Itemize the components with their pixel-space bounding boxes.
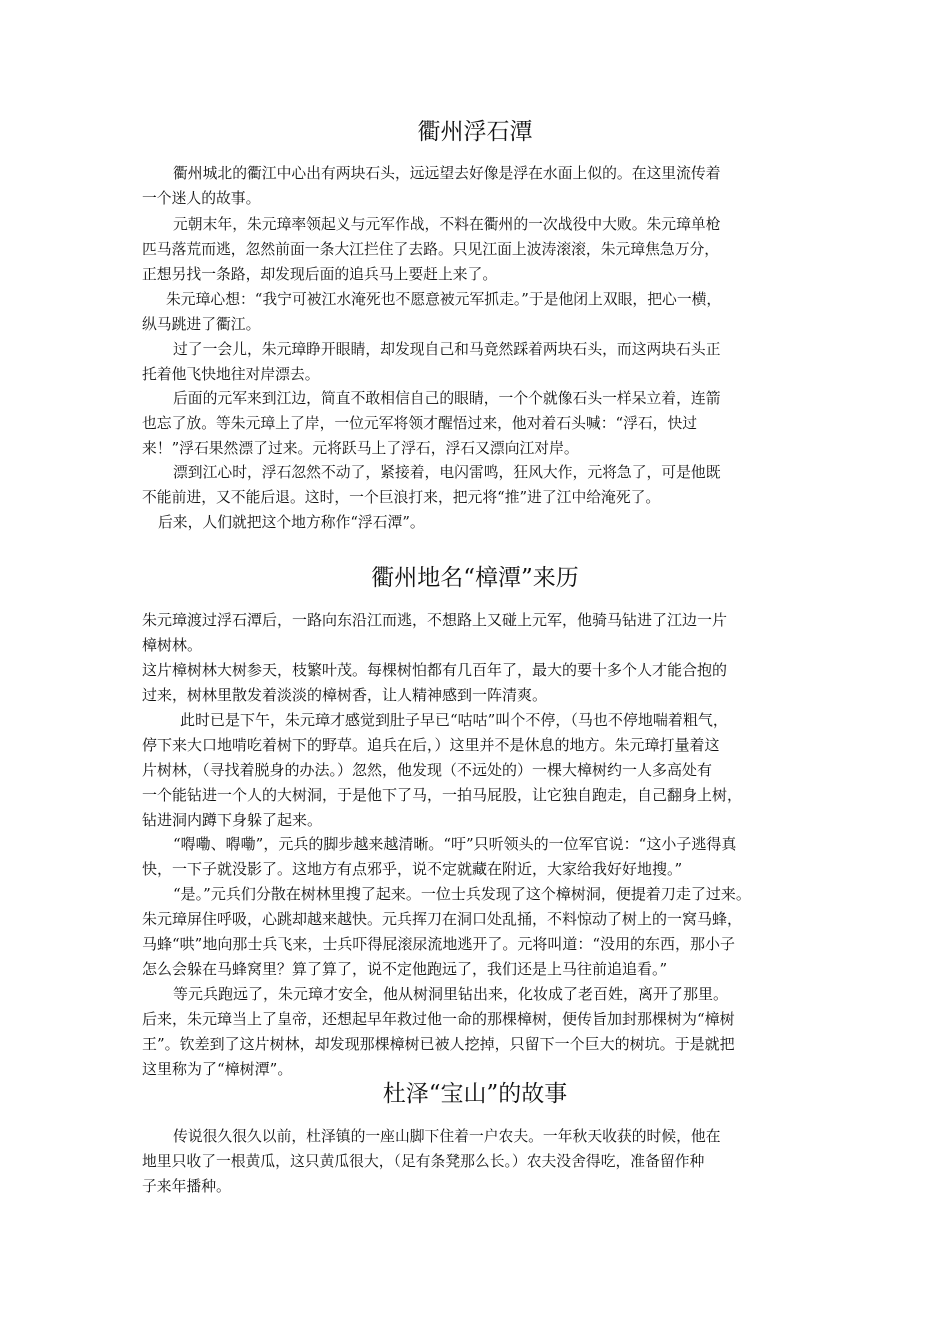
paragraph <box>142 337 721 387</box>
paragraph <box>142 882 751 982</box>
text-line: 朱元璋心想：“我宁可被江水淹死也不愿意被元军抓走。”于是他闭上双眼，把心一横， <box>166 291 722 308</box>
section-title-baoshan: 杜泽“宝山”的故事 <box>382 1081 568 1107</box>
text-line: 怎么会躲在马蜂窝里？算了算了，说不定他跑远了，我们还是上马往前追追看。” <box>142 960 668 978</box>
text-line: 马蜂“哄”地向那士兵飞来，士兵吓得屁滚尿流地逃开了。元将叫道：“没用的东西，那小子 <box>142 935 736 953</box>
text-line: 纵马跳进了衢江。 <box>142 316 261 333</box>
paragraph <box>142 386 721 461</box>
section-title-zhangtan: 衢州地名“樟潭”来历 <box>371 565 579 591</box>
text-line: 元朝末年，朱元璋率领起义与元军作战，不料在衢州的一次战役中大败。朱元璋单枪 <box>173 216 721 233</box>
text-line: 停下来大口地啃吃着树下的野草。追兵在后，）这里并不是休息的地方。朱元璋打量着这 <box>142 736 720 754</box>
text-line: 一个迷人的故事。 <box>142 190 261 207</box>
paragraph <box>142 832 736 882</box>
text-line: 地里只收了一根黄瓜，这只黄瓜很大，（足有条凳那么长。）农夫没舍得吃，准备留作种 <box>142 1153 705 1170</box>
text-line: 正想另找一条路，却发现后面的追兵马上要赶上来了。 <box>142 266 498 283</box>
text-line: 衢州城北的衢江中心出有两块石头，远远望去好像是浮在水面上似的。在这里流传着 <box>173 165 721 182</box>
text-line: 王”。钦差到了这片树林，却发现那棵樟树已被人挖掉，只留下一个巨大的树坑。于是就把 <box>142 1035 735 1053</box>
text-line: 后来，人们就把这个地方称作“浮石潭”。 <box>158 514 425 531</box>
text-line: “是。”元兵们分散在树林里搜了起来。一位士兵发现了这个樟树洞，便提着刀走了过来。 <box>173 885 751 903</box>
paragraph <box>142 608 727 658</box>
text-line: 这里称为了“樟树潭”。 <box>142 1060 293 1078</box>
paragraph <box>142 510 425 535</box>
paragraph <box>142 212 721 287</box>
paragraph <box>142 460 721 510</box>
paragraph <box>142 658 727 708</box>
text-line: 匹马落荒而逃，忽然前面一条大江拦住了去路。只见江面上波涛滚滚，朱元璋焦急万分， <box>142 241 720 258</box>
paragraph <box>142 161 721 211</box>
text-line: 过来，树林里散发着淡淡的樟树香，让人精神感到一阵清爽。 <box>142 686 548 704</box>
section-title-fushitan: 衢州浮石潭 <box>417 119 533 145</box>
text-line: 等元兵跑远了，朱元璋才安全，他从树洞里钻出来，化妆成了老百姓，离开了那里。 <box>173 985 729 1003</box>
text-line: 也忘了放。等朱元璋上了岸，一位元军将领才醒悟过来，他对着石头喊：“浮石，快过 <box>142 415 698 432</box>
text-line: 此时已是下午，朱元璋才感觉到肚子早已“咕咕”叫个不停，（马也不停地喘着粗气， <box>180 711 728 729</box>
text-line: 这片樟树林大树参天，枝繁叶茂。每棵树怕都有几百年了，最大的要十多个人才能合抱的 <box>142 661 728 679</box>
text-line: 一个能钻进一个人的大树洞，于是他下了马，一拍马屁股，让它独自跑走，自己翻身上树， <box>142 786 743 804</box>
text-line: 片树林，（寻找着脱身的办法。）忽然，他发现（不远处的）一棵大樟树约一人多高处有 <box>142 761 713 779</box>
text-line: 朱元璋屏住呼吸，心跳却越来越快。元兵挥刀在洞口处乱捅，不料惊动了树上的一窝马蜂， <box>142 910 743 928</box>
text-line: “嘚嘞、嘚嘞”，元兵的脚步越来越清晰。“吁”只听领头的一位军官说：“这小子逃得真 <box>173 835 737 853</box>
text-line: 樟树林。 <box>142 636 203 654</box>
paragraph <box>142 287 721 337</box>
text-line: 后来，朱元璋当上了皇帝，还想起早年救过他一命的那棵樟树，便传旨加封那棵树为“樟树 <box>142 1010 735 1028</box>
paragraph <box>142 982 735 1082</box>
text-line: 来！”浮石果然漂了过来。元将跃马上了浮石，浮石又漂向江对岸。 <box>142 440 579 457</box>
paragraph <box>142 1124 721 1199</box>
text-line: 后面的元军来到江边，简直不敢相信自己的眼睛，一个个就像石头一样呆立着，连箭 <box>173 390 721 407</box>
text-line: 子来年播种。 <box>142 1178 231 1195</box>
text-line: 朱元璋渡过浮石潭后，一路向东沿江而逃，不想路上又碰上元军，他骑马钻进了江边一片 <box>142 611 728 629</box>
text-line: 钻进洞内蹲下身躲了起来。 <box>142 811 323 829</box>
text-line: 不能前进，又不能后退。这时，一个巨浪打来，把元将“推”进了江中给淹死了。 <box>142 489 661 506</box>
paragraph <box>142 708 742 833</box>
text-line: 传说很久很久以前，杜泽镇的一座山脚下住着一户农夫。一年秋天收获的时候，他在 <box>173 1128 721 1145</box>
text-line: 过了一会儿，朱元璋睁开眼睛，却发现自己和马竟然踩着两块石头，而这两块石头正 <box>173 341 721 358</box>
text-line: 托着他飞快地往对岸漂去。 <box>142 366 320 383</box>
text-line: 漂到江心时，浮石忽然不动了，紧接着，电闪雷鸣，狂风大作，元将急了，可是他既 <box>173 464 721 481</box>
text-line: 快，一下子就没影了。这地方有点邪乎，说不定就藏在附近，大家给我好好地搜。” <box>142 860 683 878</box>
